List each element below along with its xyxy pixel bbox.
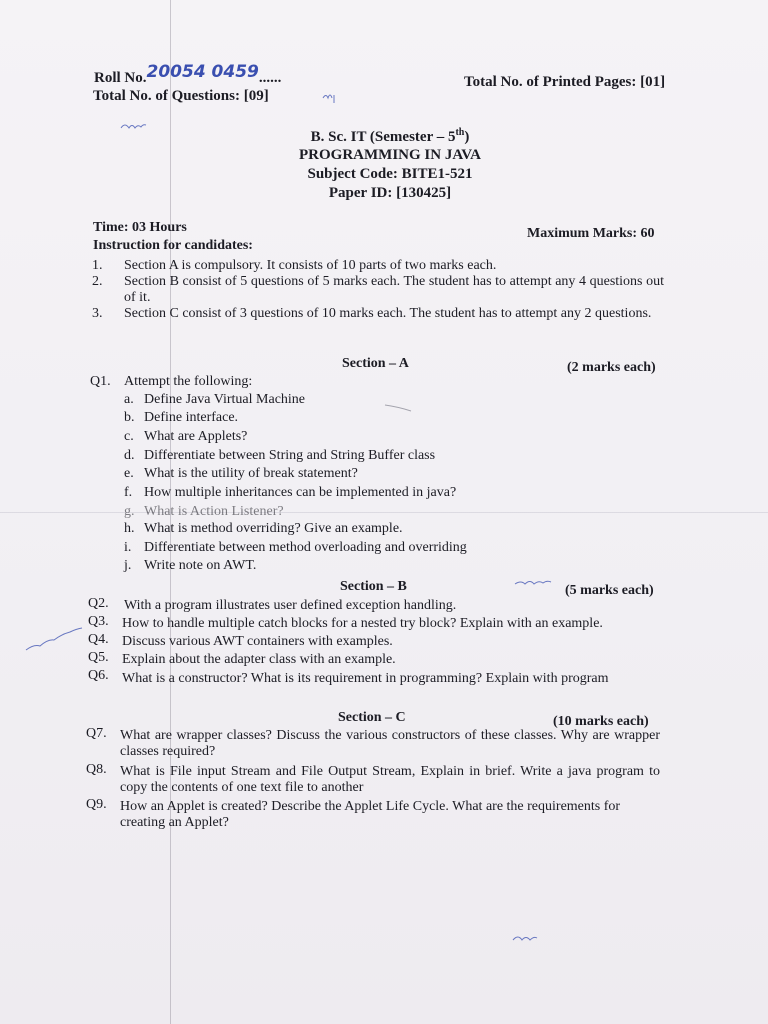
ink-scribble [323, 95, 334, 103]
sub-question-letter: h. [124, 521, 135, 536]
section-b-marks: (5 marks each) [565, 583, 654, 598]
roll-label: Roll No. [94, 70, 147, 86]
question-number: Q6. [88, 668, 109, 683]
instruction-number: 2. [92, 274, 103, 289]
total-pages: Total No. of Printed Pages: [01] [464, 74, 666, 90]
instruction-number: 1. [92, 258, 103, 273]
question-text: Attempt the following: [124, 374, 253, 389]
section-c-marks: (10 marks each) [553, 714, 649, 729]
fold-line-horizontal [0, 512, 768, 513]
sub-question-letter: a. [124, 392, 134, 407]
section-a-marks: (2 marks each) [567, 360, 656, 375]
question-text: Explain about the adapter class with an example. [122, 652, 396, 667]
question-number: Q5. [88, 650, 109, 665]
sub-question-letter: i. [124, 540, 132, 555]
sub-question-text: What is the utility of break statement? [144, 466, 358, 481]
question-text: Discuss various AWT containers with examples. [122, 634, 393, 649]
ink-scribble [513, 937, 537, 940]
course-title: B. Sc. IT (Semester – 5th) [310, 127, 470, 145]
section-b-title: Section – B [340, 579, 407, 594]
roll-number [94, 62, 282, 87]
instruction-heading: Instruction for candidates: [93, 238, 253, 253]
question-number: Q4. [88, 632, 109, 647]
section-a-title: Section – A [342, 356, 409, 371]
question-text: What is File input Stream and File Output Stream, Explain in brief. Write a java program to copy the contents of one text file to another [120, 764, 660, 795]
sub-question-text: What is method overriding? Give an example. [144, 521, 403, 536]
roll-value-handwritten: 20054 0459 [146, 62, 259, 82]
subject-code: Subject Code: BITE1-521 [307, 166, 473, 182]
question-number: Q9. [86, 797, 107, 812]
question-number: Q1. [90, 374, 111, 389]
time-allowed: Time: 03 Hours [93, 220, 187, 235]
question-text: What is a constructor? What is its requirement in programming? Explain with program [122, 671, 609, 686]
question-number: Q3. [88, 614, 109, 629]
sub-question-text: What is Action Listener? [144, 504, 284, 519]
question-number: Q8. [86, 762, 107, 777]
sub-question-text: Differentiate between String and String Buffer class [144, 448, 436, 463]
question-text: With a program illustrates user defined exception handling. [124, 598, 457, 613]
sub-question-text: How multiple inheritances can be implemented in java? [144, 485, 457, 500]
question-text: How an Applet is created? Describe the Applet Life Cycle. What are the requirements for creating an Applet? [120, 799, 621, 830]
sub-question-letter: b. [124, 410, 135, 425]
sub-question-letter: c. [124, 429, 134, 444]
question-text: How to handle multiple catch blocks for a nested try block? Explain with an example. [122, 616, 603, 631]
sub-question-text: Define Java Virtual Machine [144, 392, 306, 407]
ink-scribble [121, 125, 146, 128]
sub-question-text: Define interface. [144, 410, 239, 425]
ink-scribble [26, 628, 82, 650]
sub-question-text: What are Applets? [144, 429, 248, 444]
sub-question-letter: e. [124, 466, 134, 481]
sub-question-letter: j. [124, 558, 132, 573]
sub-question-letter: d. [124, 448, 135, 463]
sub-question-letter: f. [124, 485, 133, 500]
instruction-text: Section C consist of 3 questions of 10 marks each. The student has to attempt any 2 questions. [124, 306, 652, 321]
instruction-number: 3. [92, 306, 103, 321]
instruction-text: Section A is compulsory. It consists of 10 parts of two marks each. [124, 258, 497, 273]
section-c-title: Section – C [338, 710, 406, 725]
paper-id: Paper ID: [130425] [328, 185, 452, 201]
ink-scribble [515, 581, 551, 584]
question-text: What are wrapper classes? Discuss the various constructors of these classes. Why are wrapper classes required? [120, 728, 660, 759]
sub-question-text: Write note on AWT. [144, 558, 257, 573]
sub-question-text: Differentiate between method overloading and overriding [144, 540, 467, 555]
total-questions: Total No. of Questions: [09] [93, 88, 269, 104]
question-number: Q2. [88, 596, 109, 611]
pencil-stroke [385, 405, 411, 411]
maximum-marks: Maximum Marks: 60 [527, 226, 655, 241]
question-number: Q7. [86, 726, 107, 741]
subject-title: PROGRAMMING IN JAVA [299, 147, 481, 163]
instruction-text: Section B consist of 5 questions of 5 marks each. The student has to attempt any 4 questions out of it. [124, 274, 664, 305]
roll-dots: ...... [258, 70, 282, 86]
sub-question-letter: g. [124, 504, 135, 519]
